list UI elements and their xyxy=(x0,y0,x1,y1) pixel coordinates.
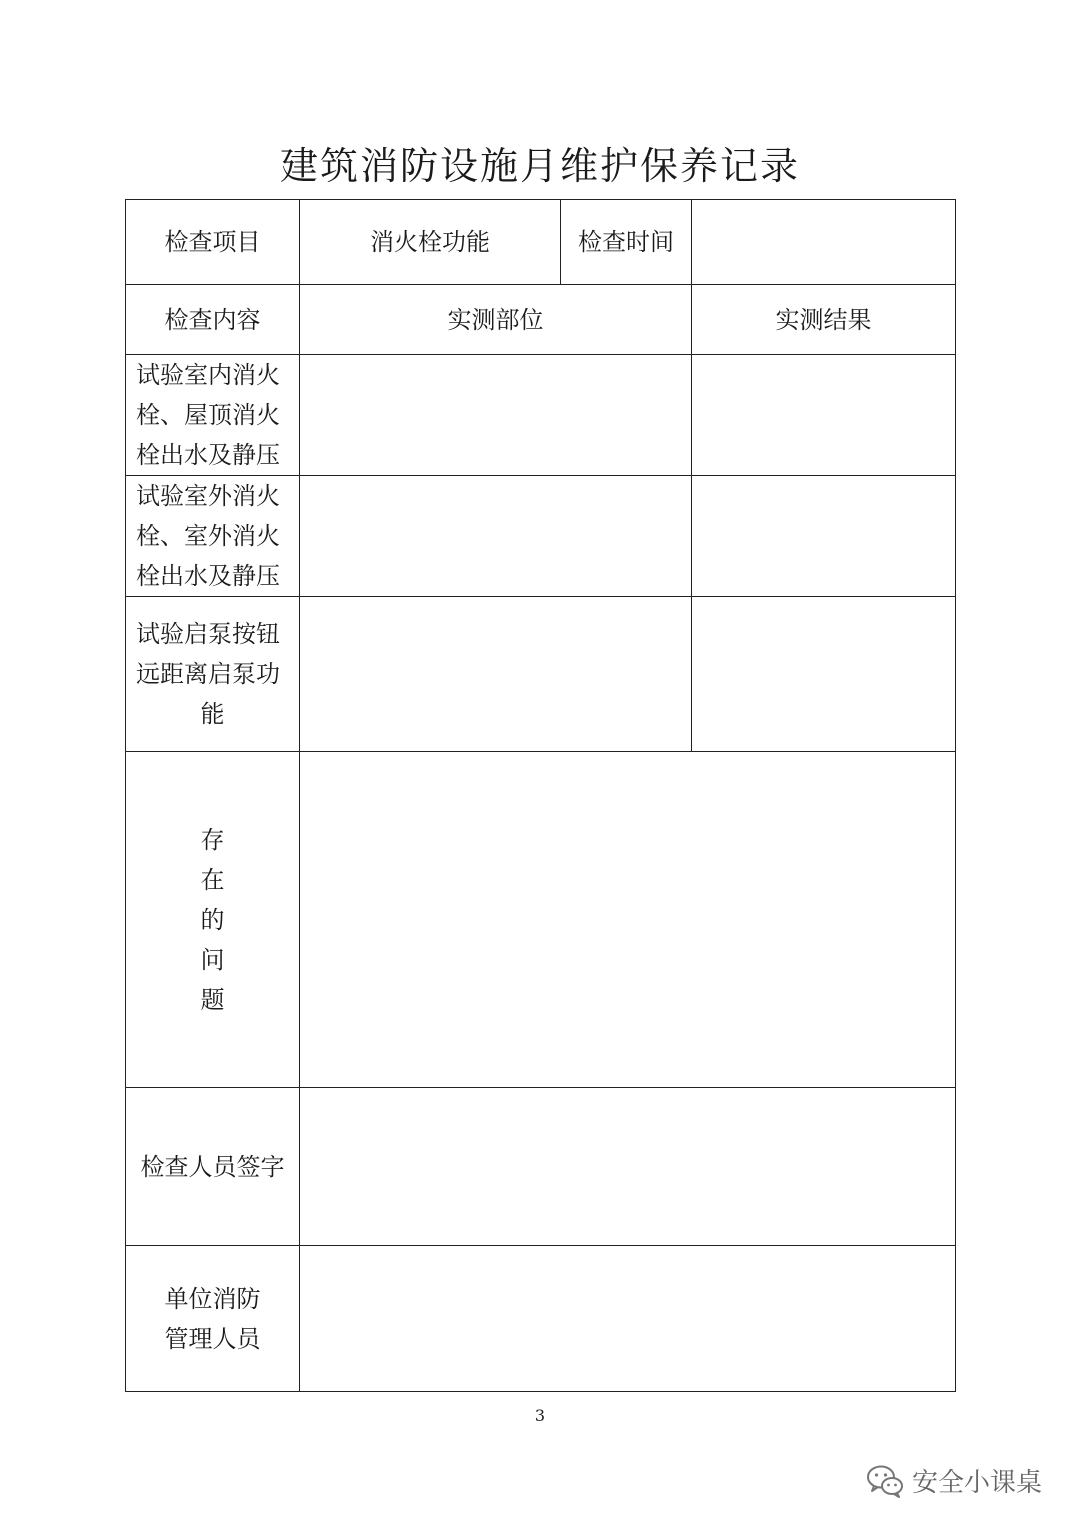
fire-safety-manager-label-line: 管理人员 xyxy=(164,1324,261,1353)
table-row xyxy=(126,597,956,752)
check-content-line: 远距离启泵功 xyxy=(136,660,280,688)
problems-label-char: 题 xyxy=(200,985,225,1014)
measured-location-field[interactable] xyxy=(300,355,692,476)
check-content-line: 试验室外消火 xyxy=(136,482,280,510)
fire-safety-manager-label xyxy=(126,1246,300,1392)
table-row xyxy=(126,476,956,597)
check-content-cell xyxy=(126,355,300,476)
problems-label xyxy=(126,752,300,1088)
watermark xyxy=(866,1462,1042,1499)
check-content-line: 能 xyxy=(200,700,225,728)
problems-row xyxy=(126,752,956,1088)
watermark-text: 安全小课桌 xyxy=(912,1468,1043,1498)
problems-label-char: 问 xyxy=(200,945,225,974)
check-content-line: 试验室内消火 xyxy=(136,361,280,389)
check-content-cell xyxy=(126,476,300,597)
measured-location-field[interactable] xyxy=(300,476,692,597)
column-header-content: 检查内容 xyxy=(126,285,300,355)
measured-result-field[interactable] xyxy=(692,355,956,476)
inspection-item-value: 消火栓功能 xyxy=(300,200,561,285)
problems-label-char: 的 xyxy=(200,905,225,934)
inspection-item-label: 检查项目 xyxy=(126,200,300,285)
inspector-row xyxy=(126,1088,956,1246)
measured-result-field[interactable] xyxy=(692,597,956,752)
inspector-signature-label: 检查人员签字 xyxy=(126,1088,300,1246)
wechat-icon xyxy=(866,1464,904,1498)
measured-location-field[interactable] xyxy=(300,597,692,752)
column-header-location: 实测部位 xyxy=(300,285,692,355)
fire-safety-manager-label-line: 单位消防 xyxy=(164,1284,261,1313)
table-row xyxy=(126,355,956,476)
check-content-line: 栓出水及静压 xyxy=(136,441,280,469)
measured-result-field[interactable] xyxy=(692,476,956,597)
manager-row xyxy=(126,1246,956,1392)
inspector-signature-field[interactable] xyxy=(300,1088,956,1246)
column-header-row xyxy=(126,285,956,355)
header-row xyxy=(126,200,956,285)
check-content-line: 栓、室外消火 xyxy=(136,522,280,550)
fire-safety-manager-field[interactable] xyxy=(300,1246,956,1392)
check-content-line: 栓出水及静压 xyxy=(136,562,280,590)
check-content-line: 试验启泵按钮 xyxy=(136,620,280,648)
page-number: 3 xyxy=(534,1406,546,1425)
inspection-time-label: 检查时间 xyxy=(561,200,692,285)
problems-field[interactable] xyxy=(300,752,956,1088)
column-header-result: 实测结果 xyxy=(692,285,956,355)
inspection-time-field[interactable] xyxy=(692,200,956,285)
problems-label-char: 存 xyxy=(200,825,225,854)
maintenance-record-table xyxy=(125,199,956,1392)
page-title: 建筑消防设施月维护保养记录 xyxy=(279,144,800,188)
check-content-cell xyxy=(126,597,300,752)
problems-label-char: 在 xyxy=(200,865,225,894)
check-content-line: 栓、屋顶消火 xyxy=(136,401,280,429)
